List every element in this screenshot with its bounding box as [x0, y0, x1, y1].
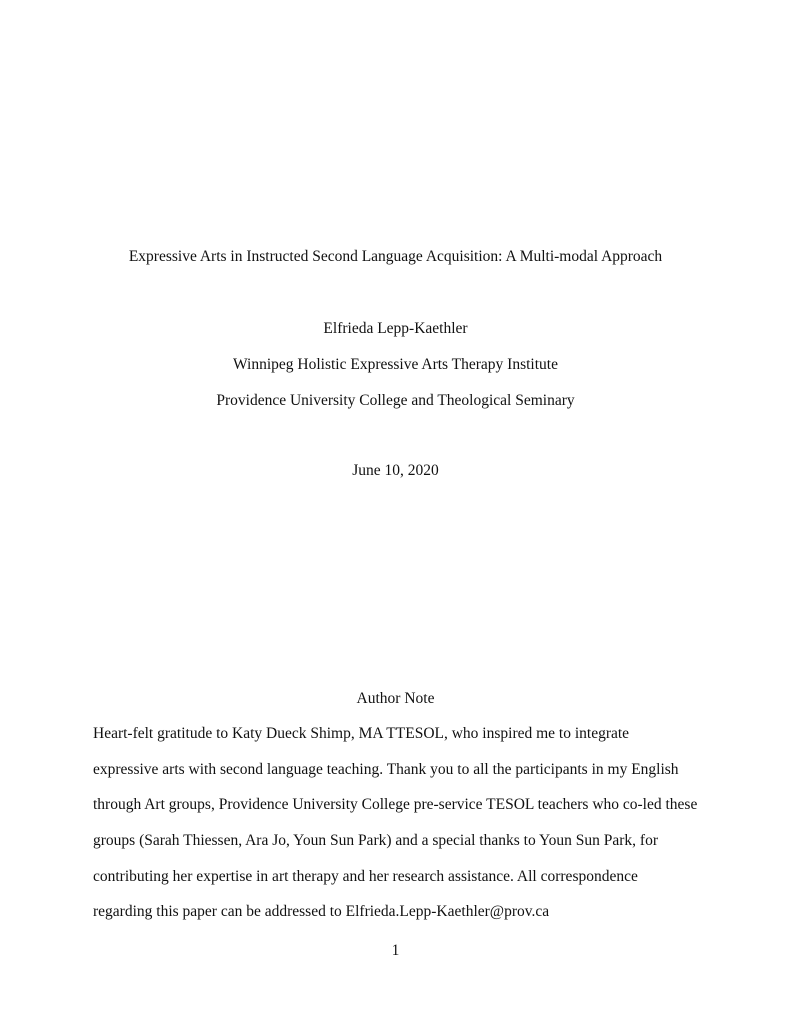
affiliation-2: Providence University College and Theological Seminary [216, 392, 575, 409]
affiliation-1: Winnipeg Holistic Expressive Arts Therapy Institute [233, 356, 558, 373]
author-note-line: contributing her expertise in art therapy and her research assistance. All correspondence [93, 868, 638, 885]
author-name: Elfrieda Lepp-Kaethler [323, 320, 468, 337]
author-note-line: expressive arts with second language teaching. Thank you to all the participants in my English [93, 761, 679, 778]
paper-title: Expressive Arts in Instructed Second Language Acquisition: A Multi-modal Approach [128, 248, 663, 265]
author-note-line: groups (Sarah Thiessen, Ara Jo, Youn Sun Park) and a special thanks to Youn Sun Park, for [93, 832, 659, 849]
author-note-line: Heart-felt gratitude to Katy Dueck Shimp, MA TTESOL, who inspired me to integrate [93, 725, 630, 742]
page-number: 1 [391, 942, 400, 959]
paper-date: June 10, 2020 [352, 462, 439, 479]
author-note-line: regarding this paper can be addressed to Elfrieda.Lepp-Kaethler@prov.ca [93, 903, 550, 920]
author-note-heading: Author Note [356, 690, 435, 707]
author-note-line: through Art groups, Providence University College pre-service TESOL teachers who co-led these [93, 796, 698, 813]
